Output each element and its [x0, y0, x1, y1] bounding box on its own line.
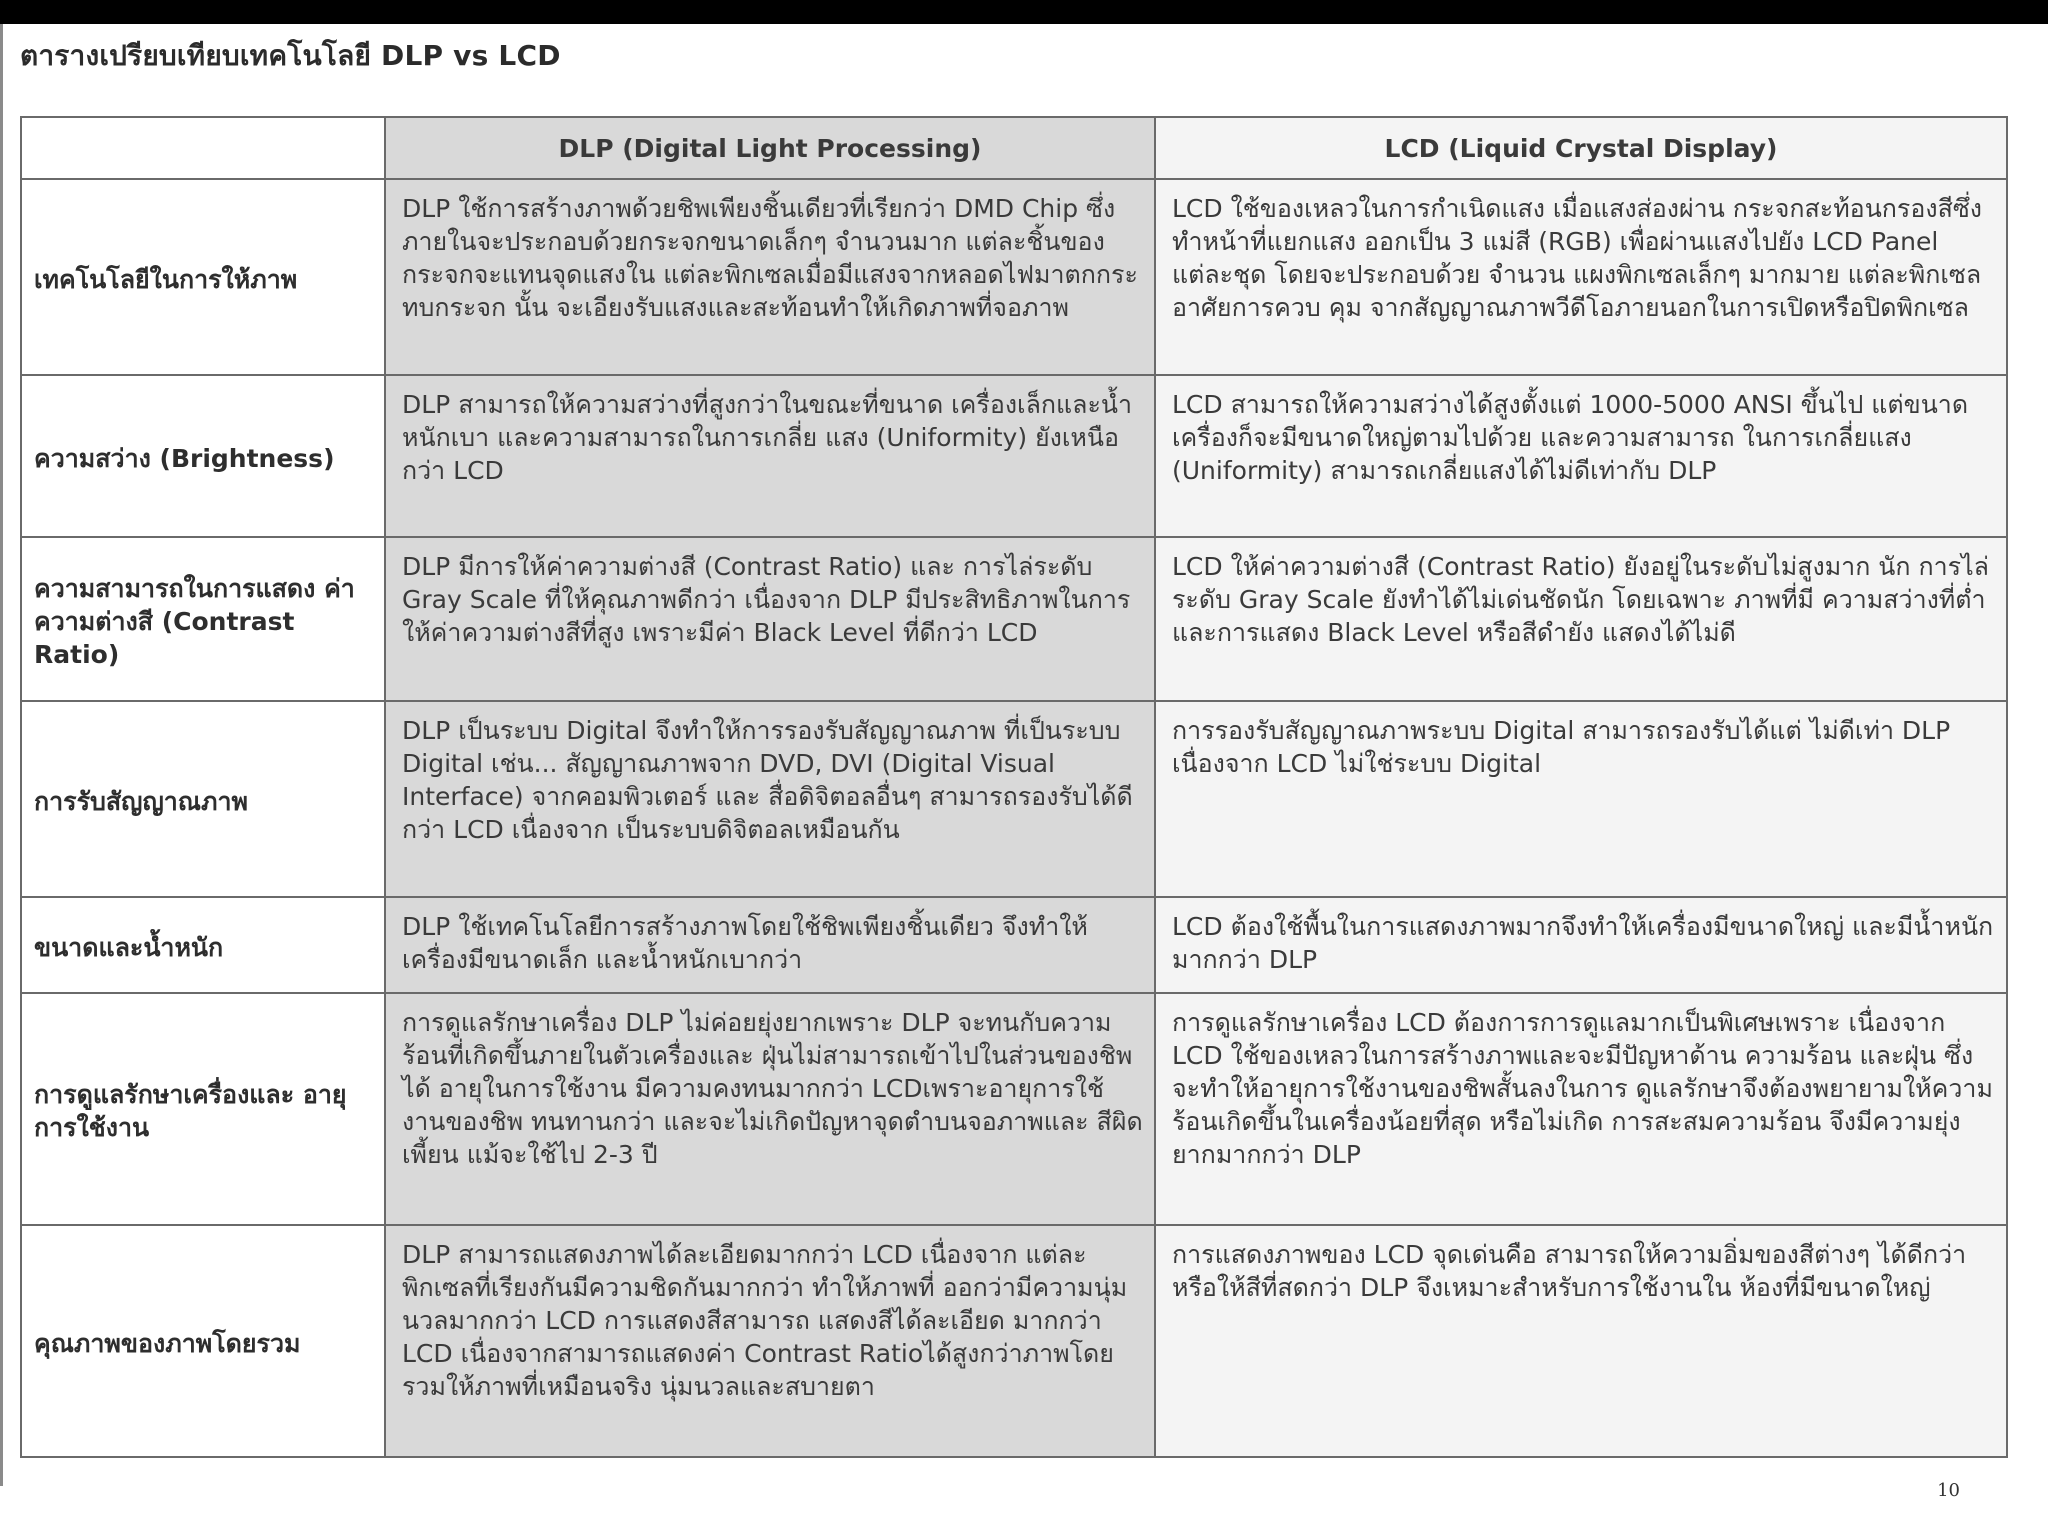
table-row	[21, 537, 2007, 701]
table-row	[21, 993, 2007, 1225]
header-lcd: LCD (Liquid Crystal Display)	[1155, 117, 2007, 179]
dlp-cell: การดูแลรักษาเครื่อง DLP ไม่ค่อยยุ่งยากเพราะ DLP จะทนกับความร้อนที่เกิดขึ้นภายในตัวเครื่องและ ฝุ่นไม่สามารถเข้าไปในส่วนของชิพได้ อายุในการใช้งาน มีความคงทนมากกว่า LCDเพราะอายุการใช้งานของชิพ ทนทานกว่า และจะไม่เกิดปัญหาจุดตำบนจอภาพและ สีผิดเพี้ยน แม้จะใช้ไป 2-3 ปี	[385, 993, 1155, 1225]
lcd-cell: การรองรับสัญญาณภาพระบบ Digital สามารถรองรับได้แต่ ไม่ดีเท่า DLP เนื่องจาก LCD ไม่ใช่ระบบ Digital	[1155, 701, 2007, 897]
dlp-cell: DLP มีการให้ค่าความต่างสี (Contrast Ratio) และ การไล่ระดับ Gray Scale ที่ให้คุณภาพดีกว่า เนื่องจาก DLP มีประสิทธิภาพในการให้ค่าความต่างสีที่สูง เพราะมีค่า Black Level ที่ดีกว่า LCD	[385, 537, 1155, 701]
header-row	[21, 117, 2007, 179]
row-label: คุณภาพของภาพโดยรวม	[21, 1225, 385, 1457]
header-corner-cell	[21, 117, 385, 179]
lcd-cell: LCD สามารถให้ความสว่างได้สูงตั้งแต่ 1000-5000 ANSI ขึ้นไป แต่ขนาดเครื่องก็จะมีขนาดใหญ่ตามไปด้วย และความสามารถ ในการเกลี่ยแสง (Uniformity) สามารถเกลี่ยแสงได้ไม่ดีเท่ากับ DLP	[1155, 375, 2007, 537]
row-label: ขนาดและน้ำหนัก	[21, 897, 385, 993]
lcd-cell: การดูแลรักษาเครื่อง LCD ต้องการการดูแลมากเป็นพิเศษเพราะ เนื่องจาก LCD ใช้ของเหลวในการสร้างภาพและจะมีปัญหาด้าน ความร้อน และฝุ่น ซึ่งจะทำให้อายุการใช้งานของชิพสั้นลงในการ ดูแลรักษาจึงต้องพยายามให้ความร้อนเกิดขึ้นในเครื่องน้อยที่สุด หรือไม่เกิด การสะสมความร้อน จึงมีความยุ่งยากมากกว่า DLP	[1155, 993, 2007, 1225]
dlp-cell: DLP ใช้การสร้างภาพด้วยชิพเพียงชิ้นเดียวที่เรียกว่า DMD Chip ซึ่งภายในจะประกอบด้วยกระจกขนาดเล็กๆ จำนวนมาก แต่ละชิ้นของกระจกจะแทนจุดแสงใน แต่ละพิกเซลเมื่อมีแสงจากหลอดไฟมาตกกระทบกระจก นั้น จะเอียงรับแสงและสะท้อนทำให้เกิดภาพที่จอภาพ	[385, 179, 1155, 375]
comparison-table	[20, 116, 2008, 1458]
dlp-cell: DLP เป็นระบบ Digital จึงทำให้การรองรับสัญญาณภาพ ที่เป็นระบบ Digital เช่น... สัญญาณภาพจาก DVD, DVI (Digital Visual Interface) จากคอมพิวเตอร์ และ สื่อดิจิตอลอื่นๆ สามารถรองรับได้ดีกว่า LCD เนื่องจาก เป็นระบบดิจิตอลเหมือนกัน	[385, 701, 1155, 897]
row-label: การรับสัญญาณภาพ	[21, 701, 385, 897]
document-title: ตารางเปรียบเทียบเทคโนโลยี DLP vs LCD	[20, 39, 561, 72]
table-row	[21, 375, 2007, 537]
header-dlp: DLP (Digital Light Processing)	[385, 117, 1155, 179]
table-row	[21, 701, 2007, 897]
dlp-cell: DLP ใช้เทคโนโลยีการสร้างภาพโดยใช้ชิพเพียงชิ้นเดียว จึงทำให้เครื่องมีขนาดเล็ก และน้ำหนักเบากว่า	[385, 897, 1155, 993]
lcd-cell: การแสดงภาพของ LCD จุดเด่นคือ สามารถให้ความอิ่มของสีต่างๆ ได้ดีกว่า หรือให้สีที่สดกว่า DLP จึงเหมาะสำหรับการใช้งานใน ห้องที่มีขนาดใหญ่	[1155, 1225, 2007, 1457]
top-black-bar	[0, 0, 2048, 24]
dlp-cell: DLP สามารถแสดงภาพได้ละเอียดมากกว่า LCD เนื่องจาก แต่ละพิกเซลที่เรียงกันมีความชิดกันมากกว่า ทำให้ภาพที่ ออกว่ามีความนุ่มนวลมากกว่า LCD การแสดงสีสามารถ แสดงสีได้ละเอียด มากกว่า LCD เนื่องจากสามารถแสดงค่า Contrast Ratioได้สูงกว่าภาพโดยรวมให้ภาพที่เหมือนจริง นุ่มนวลและสบายตา	[385, 1225, 1155, 1457]
table-row	[21, 897, 2007, 993]
row-label: เทคโนโลยีในการให้ภาพ	[21, 179, 385, 375]
lcd-cell: LCD ให้ค่าความต่างสี (Contrast Ratio) ยังอยู่ในระดับไม่สูงมาก นัก การไล่ระดับ Gray Scale ยังทำได้ไม่เด่นชัดนัก โดยเฉพาะ ภาพที่มี ความสว่างที่ต่ำ และการแสดง Black Level หรือสีดำยัง แสดงได้ไม่ดี	[1155, 537, 2007, 701]
row-label: ความสว่าง (Brightness)	[21, 375, 385, 537]
row-label: ความสามารถในการแสดง ค่าความต่างสี (Contrast Ratio)	[21, 537, 385, 701]
table-row	[21, 179, 2007, 375]
left-margin-rule	[0, 24, 3, 1486]
dlp-cell: DLP สามารถให้ความสว่างที่สูงกว่าในขณะที่ขนาด เครื่องเล็กและน้ำหนักเบา และความสามารถในการเกลี่ย แสง (Uniformity) ยังเหนือกว่า LCD	[385, 375, 1155, 537]
row-label: การดูแลรักษาเครื่องและ อายุการใช้งาน	[21, 993, 385, 1225]
table-row	[21, 1225, 2007, 1457]
lcd-cell: LCD ใช้ของเหลวในการกำเนิดแสง เมื่อแสงส่องผ่าน กระจกสะท้อนกรองสีซึ่งทำหน้าที่แยกแสง ออกเป็น 3 แม่สี (RGB) เพื่อผ่านแสงไปยัง LCD Panel แต่ละชุด โดยจะประกอบด้วย จำนวน แผงพิกเซลเล็กๆ มากมาย แต่ละพิกเซลอาศัยการควบ คุม จากสัญญาณภาพวีดีโอภายนอกในการเปิดหรือปิดพิกเซล	[1155, 179, 2007, 375]
page-number: 10	[1937, 1480, 1960, 1501]
lcd-cell: LCD ต้องใช้พื้นในการแสดงภาพมากจึงทำให้เครื่องมีขนาดใหญ่ และมีน้ำหนักมากกว่า DLP	[1155, 897, 2007, 993]
